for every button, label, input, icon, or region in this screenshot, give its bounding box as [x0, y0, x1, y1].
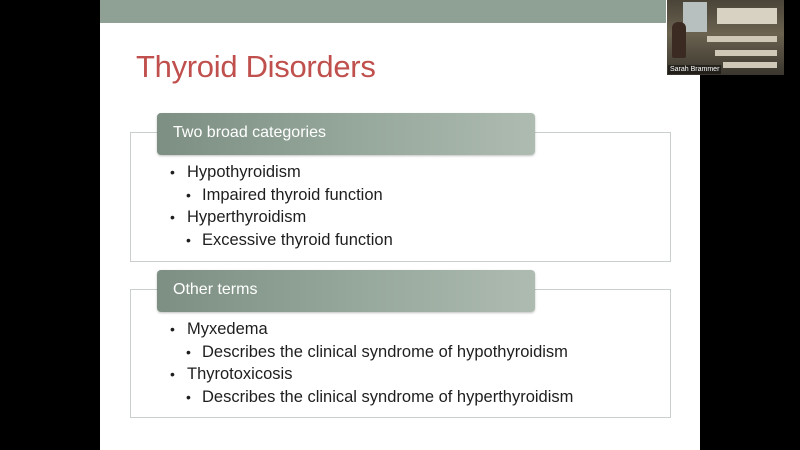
webcam-thumbnail[interactable]	[667, 0, 784, 75]
list-item: • Thyrotoxicosis	[170, 365, 293, 383]
webcam-video	[667, 0, 784, 75]
section-header-label: Other terms	[173, 281, 258, 298]
presentation-slide	[100, 0, 700, 450]
list-item: • Describes the clinical syndrome of hypothyroidism	[186, 342, 568, 361]
list-item: • Describes the clinical syndrome of hyperthyroidism	[186, 387, 574, 406]
section-header-label: Two broad categories	[173, 124, 326, 141]
participant-name: Sarah Brammer	[670, 66, 720, 73]
bullet-list-categories	[170, 161, 393, 251]
slide-top-bar	[100, 0, 666, 23]
list-item: • Impaired thyroid function	[186, 185, 383, 204]
list-item: • Hyperthyroidism	[170, 208, 307, 226]
bullet-list-other-terms	[170, 318, 573, 408]
section-header-other-terms	[157, 270, 535, 312]
list-item: • Hypothyroidism	[170, 163, 301, 181]
section-header-categories	[157, 113, 535, 155]
list-item: • Myxedema	[170, 320, 268, 338]
list-item: • Excessive thyroid function	[186, 230, 393, 249]
slide-title: Thyroid Disorders	[136, 49, 376, 84]
